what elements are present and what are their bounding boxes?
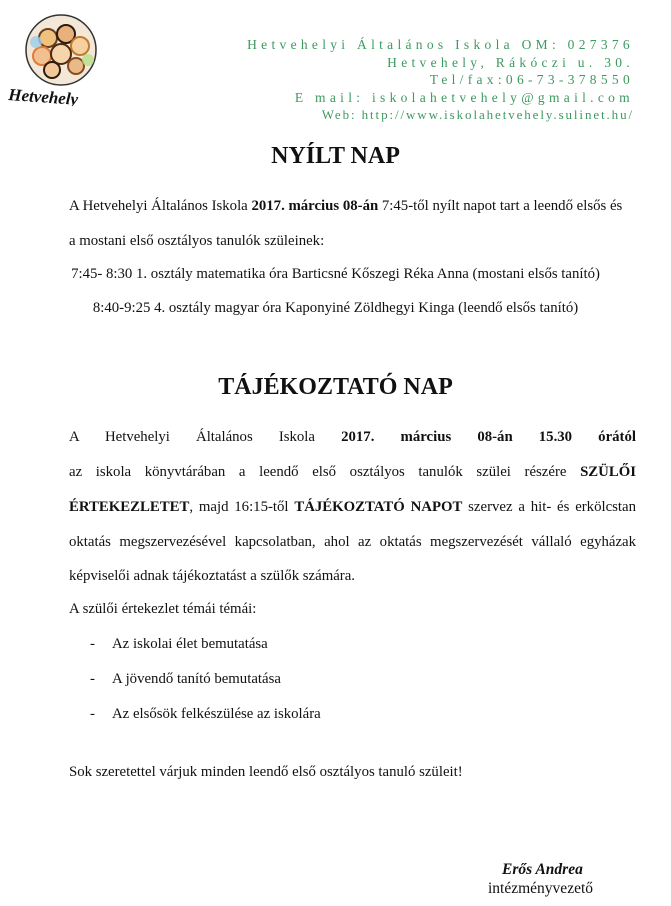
signature-name: Erős Andrea [502,861,583,878]
info-day-title: TÁJÉKOZTATÓ NAP [218,374,453,400]
list-item: - Az iskolai élet bemutatása [90,636,268,652]
info-day-paragraph-line1: A Hetvehelyi Általános Iskola 2017. március 08-án 15.30 órától [69,429,636,445]
schedule-item-1: 7:45- 8:30 1. osztály matematika óra Barticsné Kőszegi Réka Anna (mostani elsős tanító) [71,266,600,282]
list-item: - A jövendő tanító bemutatása [90,671,281,687]
closing-text: Sok szeretettel várjuk minden leendő első osztályos tanuló szüleit! [69,764,463,780]
info-day-paragraph-line3: ÉRTEKEZLETET, majd 16:15-től TÁJÉKOZTATÓ NAPOT szervez a hit- és erkölcstan [69,499,636,515]
header-school-name: Hetvehelyi Általános Iskola OM: 027376 [247,37,634,52]
header-address: Hetvehely, Rákóczi u. 30. [387,54,634,70]
open-day-title: NYÍLT NAP [271,143,400,169]
info-day-paragraph-line4: oktatás megszervezésével kapcsolatban, ahol az oktatás megszervezését vállaló egyházak [69,534,636,550]
school-header [247,36,634,124]
logo-text: Hetvehely [7,85,79,106]
topics-intro: A szülői értekezlet témái témái: [69,601,257,617]
school-logo [6,10,116,106]
schedule-item-2: 8:40-9:25 4. osztály magyar óra Kaponyiné Zöldhegyi Kinga (leendő elsős tanító) [92,300,579,316]
logo-children-faces-icon [6,10,116,106]
signature-role: intézményvezető [488,880,594,897]
open-day-intro-line2: a mostani első osztályos tanulók szüleinek: [69,233,325,249]
info-day-paragraph-line2: az iskola könyvtárában a leendő első osztályos tanulók szülei részére SZÜLŐI [69,464,636,480]
header-website[interactable]: Web: http://www.iskolahetvehely.sulinet.hu/ [321,107,634,122]
header-email[interactable]: E mail: iskolahetvehely@gmail.com [294,89,634,105]
list-item: - Az elsősök felkészülése az iskolára [90,706,321,722]
open-day-intro: A Hetvehelyi Általános Iskola 2017. március 08-án 7:45-től nyílt napot tart a leendő elsős és [69,198,623,214]
header-phone: Tel/fax:06-73-378550 [429,72,634,87]
info-day-paragraph-line5: képviselői adnak tájékoztatást a szülők számára. [69,568,355,584]
